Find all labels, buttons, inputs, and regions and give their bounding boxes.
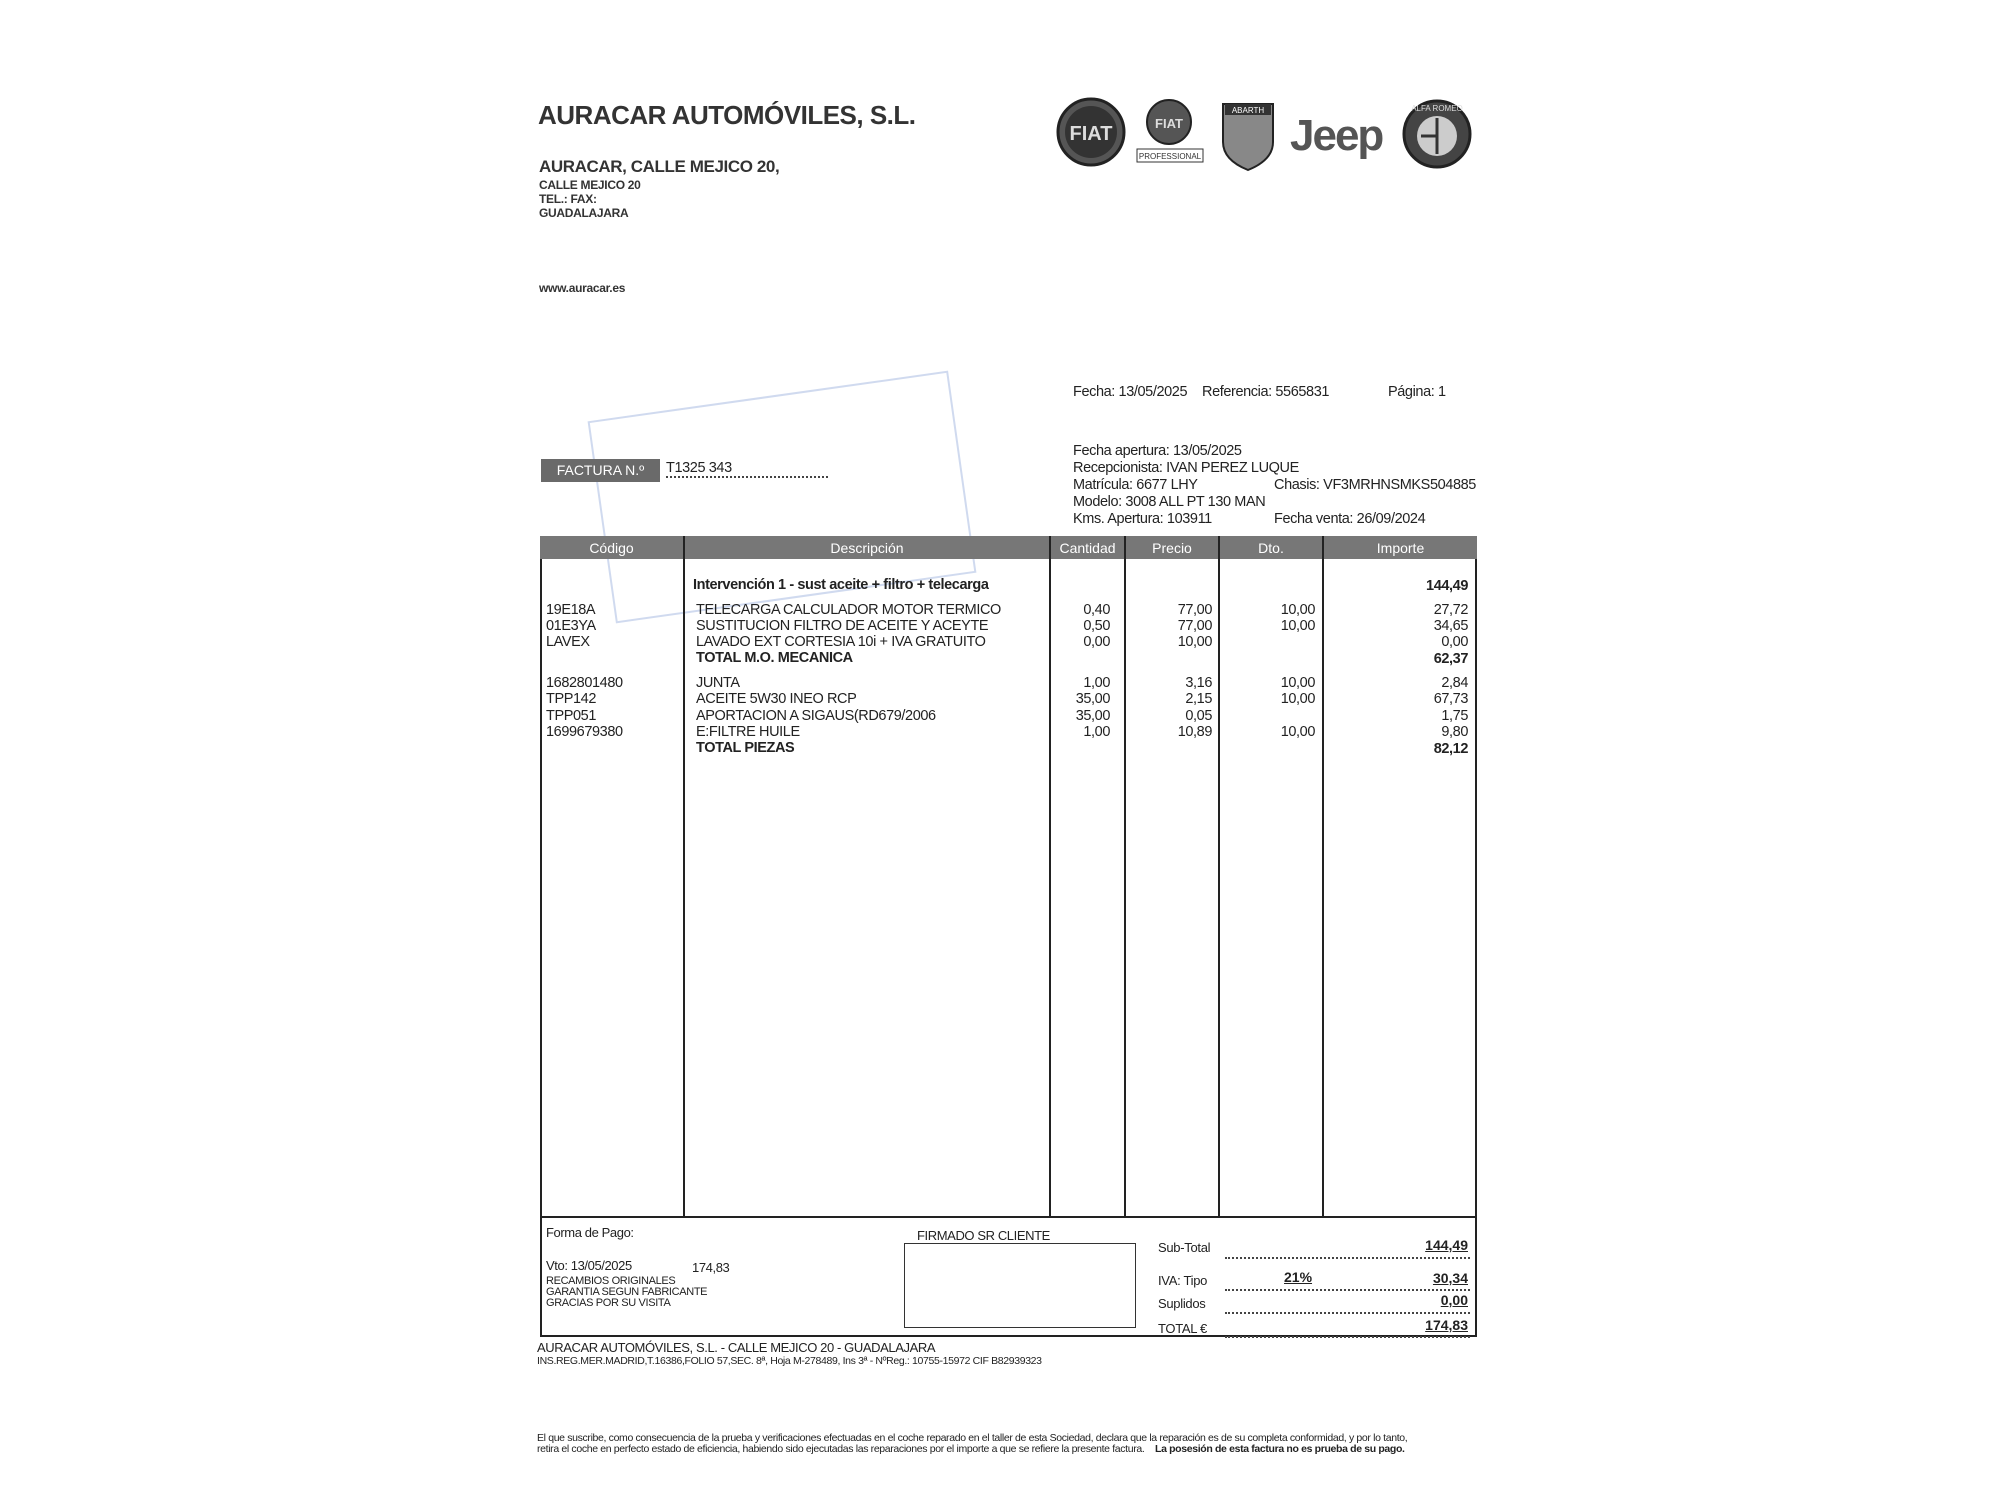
- parts-total-importe: 82,12: [1433, 741, 1468, 757]
- note-3: GRACIAS POR SU VISITA: [546, 1297, 671, 1309]
- fiat-logo-icon: [1058, 99, 1124, 165]
- svg-text:Jeep: Jeep: [1290, 111, 1383, 160]
- labor-total-importe: 62,37: [1433, 651, 1468, 667]
- col-descripcion: Descripción: [830, 540, 904, 556]
- labor-row-descripcion: LAVADO EXT CORTESIA 10i + IVA GRATUITO: [696, 634, 986, 650]
- labor-row-dto: 10,00: [1280, 618, 1315, 634]
- part-row-cantidad: 35,00: [1075, 708, 1110, 724]
- jeep-logo-icon: [1290, 111, 1383, 160]
- legal-registry-line: INS.REG.MER.MADRID,T.16386,FOLIO 57,SEC. 8ª, Hoja M-278489, Ins 3ª - NºReg.: 10755-15972 CIF B82939323: [537, 1355, 1042, 1367]
- matricula: Matrícula: 6677 LHY: [1073, 477, 1198, 493]
- labor-row-precio: 10,00: [1177, 634, 1212, 650]
- labor-row-importe: 0,00: [1441, 634, 1468, 650]
- part-row-codigo: 1682801480: [546, 675, 623, 691]
- labor-row-descripcion: TELECARGA CALCULADOR MOTOR TERMICO: [696, 602, 1001, 618]
- svg-text:ABARTH: ABARTH: [1231, 106, 1265, 115]
- note-1: RECAMBIOS ORIGINALES: [546, 1275, 676, 1287]
- disclaimer-line-1: El que suscribe, como consecuencia de la prueba y verificaciones efectuadas en el coche reparado en el taller de esta Sociedad, declara que la reparación es de su completa conformidad, y por lo tanto,: [537, 1432, 1408, 1444]
- col-codigo: Código: [589, 540, 634, 556]
- labor-total-label: TOTAL M.O. MECANICA: [696, 650, 853, 666]
- labor-row-cantidad: 0,00: [1083, 634, 1110, 650]
- col-cantidad: Cantidad: [1059, 540, 1116, 556]
- factura-number: T1325 343: [666, 460, 828, 478]
- col-dto: Dto.: [1258, 540, 1284, 556]
- factura-label: FACTURA N.º: [541, 459, 660, 482]
- company-address-line2: CALLE MEJICO 20: [539, 178, 641, 192]
- labor-row-cantidad: 0,40: [1083, 602, 1110, 618]
- svg-text:PROFESSIONAL: PROFESSIONAL: [1138, 152, 1202, 161]
- parts-total-label: TOTAL PIEZAS: [696, 740, 795, 756]
- brand-logos: [1055, 94, 1475, 179]
- modelo: Modelo: 3008 ALL PT 130 MAN: [1073, 494, 1266, 510]
- col-precio: Precio: [1152, 540, 1192, 556]
- part-row-codigo: TPP142: [546, 691, 596, 707]
- kms-apertura: Kms. Apertura: 103911: [1073, 511, 1212, 527]
- forma-pago: Forma de Pago:: [546, 1225, 634, 1240]
- labor-row-codigo: 19E18A: [546, 602, 596, 618]
- fecha-venta: Fecha venta: 26/09/2024: [1274, 511, 1426, 527]
- fiat-professional-logo-icon: [1137, 100, 1203, 162]
- company-address-line1: AURACAR, CALLE MEJICO 20,: [539, 157, 780, 176]
- note-2: GARANTIA SEGUN FABRICANTE: [546, 1286, 708, 1298]
- subtotal-label: Sub-Total: [1158, 1240, 1211, 1255]
- part-row-dto: 10,00: [1280, 691, 1315, 707]
- iva-value: 30,34: [1432, 1270, 1468, 1286]
- svg-text:FIAT: FIAT: [1069, 123, 1113, 145]
- part-row-importe: 1,75: [1441, 708, 1468, 724]
- subtotal-value: 144,49: [1425, 1237, 1468, 1253]
- iva-label: IVA: Tipo: [1158, 1273, 1208, 1288]
- labor-row-importe: 34,65: [1433, 618, 1468, 634]
- part-row-codigo: TPP051: [546, 708, 596, 724]
- chasis: Chasis: VF3MRHNSMKS504885: [1274, 477, 1476, 493]
- abarth-logo-icon: [1223, 104, 1273, 170]
- part-row-precio: 0,05: [1185, 708, 1212, 724]
- col-importe: Importe: [1376, 540, 1425, 556]
- part-row-codigo: 1699679380: [546, 724, 623, 740]
- part-row-descripcion: ACEITE 5W30 INEO RCP: [696, 691, 857, 707]
- firmado-label: FIRMADO SR CLIENTE: [917, 1228, 1050, 1243]
- part-row-dto: 10,00: [1280, 675, 1315, 691]
- company-name: AURACAR AUTOMÓVILES, S.L.: [538, 100, 916, 130]
- company-phone-fax: TEL.: FAX:: [539, 192, 597, 206]
- labor-row-precio: 77,00: [1177, 618, 1212, 634]
- vto-amount: 174,83: [692, 1260, 730, 1275]
- intervention-importe: 144,49: [1426, 578, 1468, 594]
- disclaimer-line-2: retira el coche en perfecto estado de eficiencia, habiendo sido ejecutadas las reparaciones por el importe a que se refiere la presente factura.: [537, 1443, 1145, 1455]
- total-value: 174,83: [1425, 1317, 1468, 1333]
- part-row-importe: 67,73: [1433, 691, 1468, 707]
- part-row-cantidad: 1,00: [1083, 724, 1110, 740]
- fecha-apertura: Fecha apertura: 13/05/2025: [1073, 443, 1242, 459]
- part-row-cantidad: 35,00: [1075, 691, 1110, 707]
- signature-box: [904, 1243, 1136, 1328]
- recepcionista: Recepcionista: IVAN PEREZ LUQUE: [1073, 460, 1299, 476]
- svg-text:ALFA ROMEO: ALFA ROMEO: [1411, 104, 1463, 113]
- invoice-reference: Referencia: 5565831: [1202, 384, 1330, 400]
- company-website: www.auracar.es: [539, 281, 626, 295]
- svg-text:FIAT: FIAT: [1155, 116, 1183, 131]
- suplidos-value: 0,00: [1440, 1292, 1468, 1308]
- company-city: GUADALAJARA: [539, 206, 629, 220]
- part-row-importe: 9,80: [1441, 724, 1468, 740]
- labor-row-dto: 10,00: [1280, 602, 1315, 618]
- labor-row-codigo: 01E3YA: [546, 618, 596, 634]
- disclaimer-bold: La posesión de esta factura no es prueba de su pago.: [1155, 1443, 1405, 1455]
- part-row-descripcion: APORTACION A SIGAUS(RD679/2006: [696, 708, 936, 724]
- iva-rate: 21%: [1284, 1269, 1313, 1285]
- labor-row-precio: 77,00: [1177, 602, 1212, 618]
- labor-row-cantidad: 0,50: [1083, 618, 1110, 634]
- labor-row-codigo: LAVEX: [546, 634, 590, 650]
- labor-row-descripcion: SUSTITUCION FILTRO DE ACEITE Y ACEYTE: [696, 618, 989, 634]
- part-row-precio: 2,15: [1185, 691, 1212, 707]
- alfa-romeo-logo-icon: [1404, 101, 1470, 167]
- part-row-descripcion: E:FILTRE HUILE: [696, 724, 800, 740]
- part-row-precio: 3,16: [1185, 675, 1212, 691]
- labor-row-importe: 27,72: [1433, 602, 1468, 618]
- part-row-dto: 10,00: [1280, 724, 1315, 740]
- vto-date: Vto: 13/05/2025: [546, 1258, 632, 1273]
- part-row-importe: 2,84: [1441, 675, 1468, 691]
- part-row-cantidad: 1,00: [1083, 675, 1110, 691]
- intervention-title: Intervención 1 - sust aceite + filtro + telecarga: [693, 577, 989, 593]
- invoice-page: Página: 1: [1388, 384, 1446, 400]
- part-row-descripcion: JUNTA: [696, 675, 740, 691]
- total-label: TOTAL €: [1158, 1321, 1207, 1336]
- invoice-date: Fecha: 13/05/2025: [1073, 384, 1188, 400]
- part-row-precio: 10,89: [1177, 724, 1212, 740]
- legal-company-line: AURACAR AUTOMÓVILES, S.L. - CALLE MEJICO 20 - GUADALAJARA: [537, 1340, 936, 1355]
- suplidos-label: Suplidos: [1158, 1296, 1206, 1311]
